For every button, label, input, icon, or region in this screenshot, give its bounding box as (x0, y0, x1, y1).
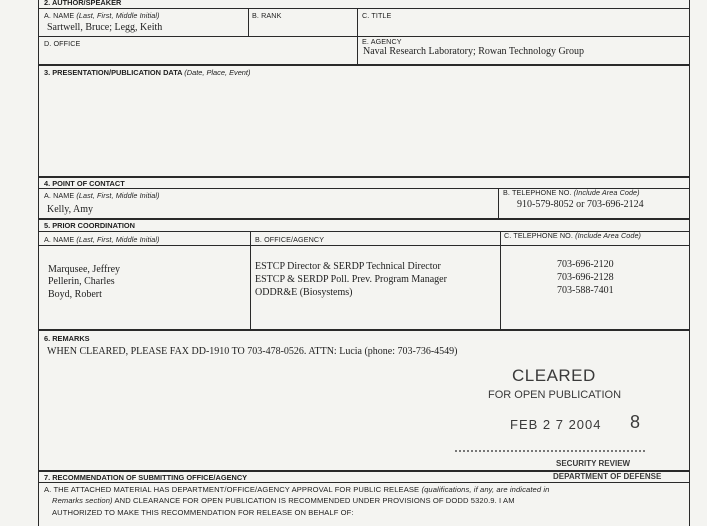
contact-phone-value: 910-579-8052 or 703-696-2124 (517, 199, 644, 210)
section-6-heading: 6. REMARKS (44, 334, 90, 343)
section-4-heading: 4. POINT OF CONTACT (44, 179, 125, 188)
contact-name-label (44, 191, 160, 200)
author-name-label (44, 11, 160, 20)
rule (38, 64, 689, 66)
stamp-security-review: SECURITY REVIEW (556, 459, 631, 468)
stamp-cleared: CLEARED (512, 366, 596, 385)
rule (498, 188, 499, 218)
stamp-open-publication: FOR OPEN PUBLICATION (488, 389, 622, 401)
label-text: B. TELEPHONE NO. (503, 188, 572, 197)
label-text: C. TELEPHONE NO. (504, 231, 573, 240)
coord-office-2: ESTCP & SERDP Poll. Prev. Program Manager (255, 274, 447, 285)
rule (38, 245, 689, 246)
section-5-heading: 5. PRIOR COORDINATION (44, 221, 136, 230)
coord-office-3: ODDR&E (Biosystems) (255, 287, 353, 298)
agency-value: Naval Research Laboratory; Rowan Technology Group (363, 46, 584, 57)
heading-hint: (Date, Place, Event) (184, 68, 251, 77)
agency-label: E. AGENCY (362, 37, 402, 46)
remarks-text: WHEN CLEARED, PLEASE FAX DD-1910 TO 703-478-0526. ATTN: Lucia (phone: 703-736-4549) (47, 346, 458, 357)
coord-name-2: Pellerin, Charles (48, 276, 115, 287)
coord-phone-3: 703-588-7401 (557, 285, 614, 296)
recommendation-line-3: AUTHORIZED TO MAKE THIS RECOMMENDATION FOR RELEASE ON BEHALF OF: (52, 508, 354, 517)
rule (248, 8, 249, 36)
line-text: A. THE ATTACHED MATERIAL HAS DEPARTMENT/OFFICE/AGENCY APPROVAL FOR PUBLIC RELEASE (44, 485, 420, 494)
office-label: D. OFFICE (44, 39, 81, 48)
stamp-smudge (455, 450, 645, 452)
recommendation-line-1 (44, 485, 550, 494)
section-2-heading: 2. AUTHOR/SPEAKER (44, 0, 122, 7)
coord-name-3: Boyd, Robert (48, 289, 102, 300)
heading-text: 3. PRESENTATION/PUBLICATION DATA (44, 68, 183, 77)
coord-office-1: ESTCP Director & SERDP Technical Director (255, 261, 441, 272)
rank-label: B. RANK (252, 11, 282, 20)
coord-phone-2: 703-696-2128 (557, 272, 614, 283)
stamp-number: 8 (630, 412, 641, 432)
label-text: A. NAME (44, 235, 75, 244)
coord-phone-label (504, 231, 641, 240)
line-hint: (qualifications, if any, are indicated in (421, 485, 550, 494)
label-hint: (Include Area Code) (573, 188, 640, 197)
rule (38, 329, 689, 331)
recommendation-line-2 (52, 496, 515, 505)
stamp-date: FEB 2 7 2004 (510, 417, 602, 432)
coord-phone-1: 703-696-2120 (557, 259, 614, 270)
label-text: A. NAME (44, 191, 75, 200)
rule (38, 8, 689, 9)
title-label: C. TITLE (362, 11, 392, 20)
label-hint: (Include Area Code) (575, 231, 642, 240)
coord-name-1: Marqusee, Jeffrey (48, 264, 121, 275)
label-hint: (Last, First, Middle Initial) (76, 235, 160, 244)
section-7-heading: 7. RECOMMENDATION OF SUBMITTING OFFICE/AGENCY (44, 473, 248, 482)
coord-office-label: B. OFFICE/AGENCY (255, 235, 325, 244)
stamp-department: DEPARTMENT OF DEFENSE (553, 472, 662, 481)
line-hint: Remarks section) (52, 496, 113, 505)
contact-phone-label (503, 188, 640, 197)
contact-name-value: Kelly, Amy (47, 204, 94, 215)
label-hint: (Last, First, Middle Initial) (76, 11, 160, 20)
label-hint: (Last, First, Middle Initial) (76, 191, 160, 200)
coord-name-label (44, 235, 160, 244)
label-text: A. NAME (44, 11, 75, 20)
rule (38, 176, 689, 178)
author-name-value: Sartwell, Bruce; Legg, Keith (47, 22, 163, 33)
section-3-heading (44, 68, 250, 77)
line-text: AND CLEARANCE FOR OPEN PUBLICATION IS RECOMMENDED UNDER PROVISIONS OF DODD 5320.9. I AM (114, 496, 515, 505)
rule (38, 482, 689, 483)
rule (38, 218, 689, 220)
